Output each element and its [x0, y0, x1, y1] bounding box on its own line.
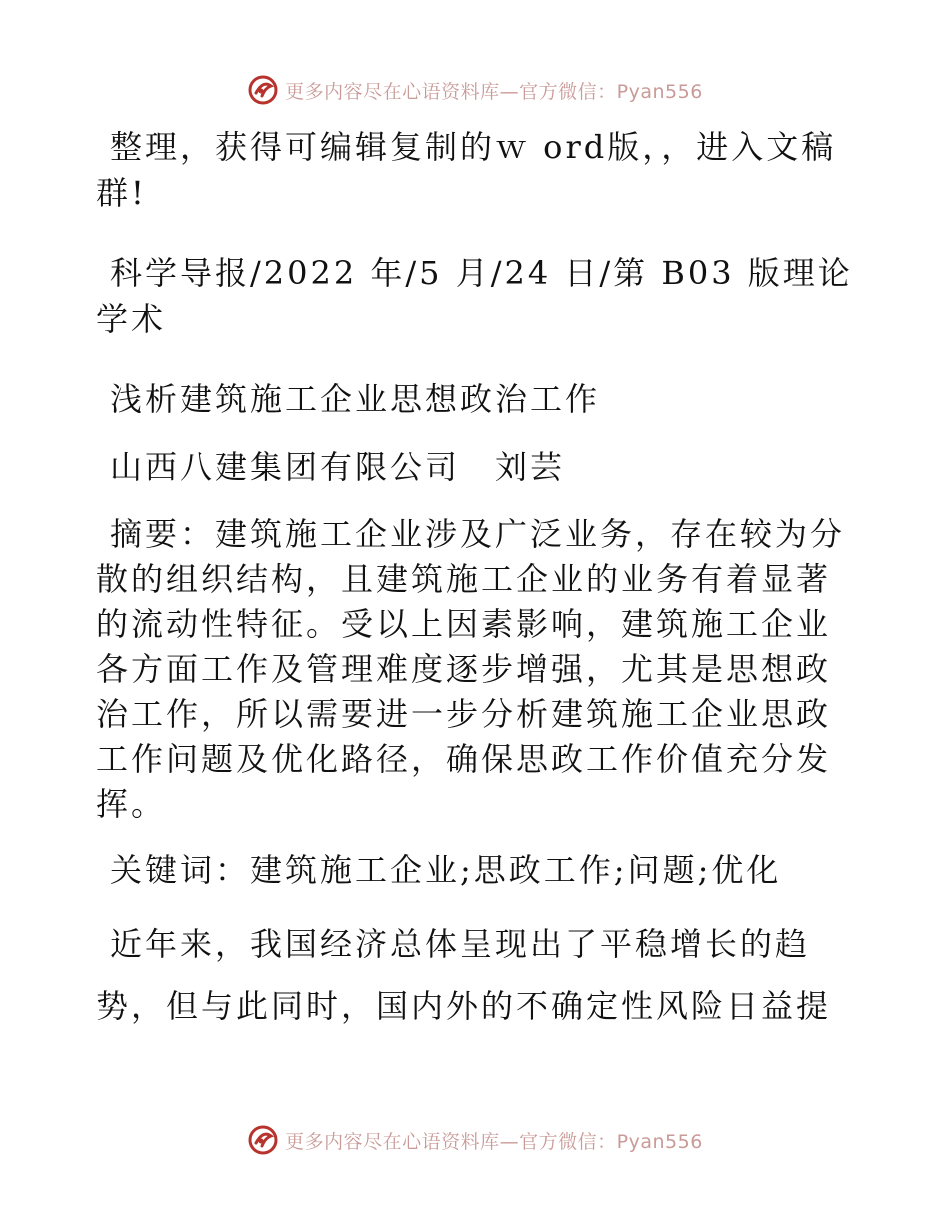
document-source-line: 科学导报/2022 年/5 月/24 日/第 B03 版理论学术: [96, 254, 853, 338]
article-abstract: 摘要：建筑施工企业涉及广泛业务，存在较为分散的组织结构，且建筑施工企业的业务有着显著的流动性特征。受以上因素影响，建筑施工企业各方面工作及管理难度逐步增强，尤其是思想政治工作，所以需要进一步分析建筑施工企业思政工作问题及优化路径，确保思政工作价值充分发挥。: [96, 515, 846, 823]
footer-watermark: [0, 1120, 950, 1160]
article-body-paragraph: 近年来，我国经济总体呈现出了平稳增长的趋势，但与此同时，国内外的不确定性风险日益提: [96, 925, 832, 1025]
article-author: 山西八建集团有限公司 刘芸: [110, 448, 566, 486]
header-watermark: [0, 70, 950, 110]
document-body: [96, 120, 856, 1037]
red-swirl-logo-icon: [247, 1124, 279, 1156]
watermark-text: 更多内容尽在心语资料库—官方微信：Pyan556: [285, 1130, 703, 1153]
document-paragraph: 整理，获得可编辑复制的ｗ ord版，，进入文稿群!: [96, 128, 837, 212]
watermark-text: 更多内容尽在心语资料库—官方微信：Pyan556: [285, 80, 703, 103]
red-swirl-logo-icon: [247, 74, 279, 106]
article-keywords: 关键词：建筑施工企业;思政工作;问题;优化: [110, 851, 782, 889]
article-title: 浅析建筑施工企业思想政治工作: [110, 380, 601, 418]
